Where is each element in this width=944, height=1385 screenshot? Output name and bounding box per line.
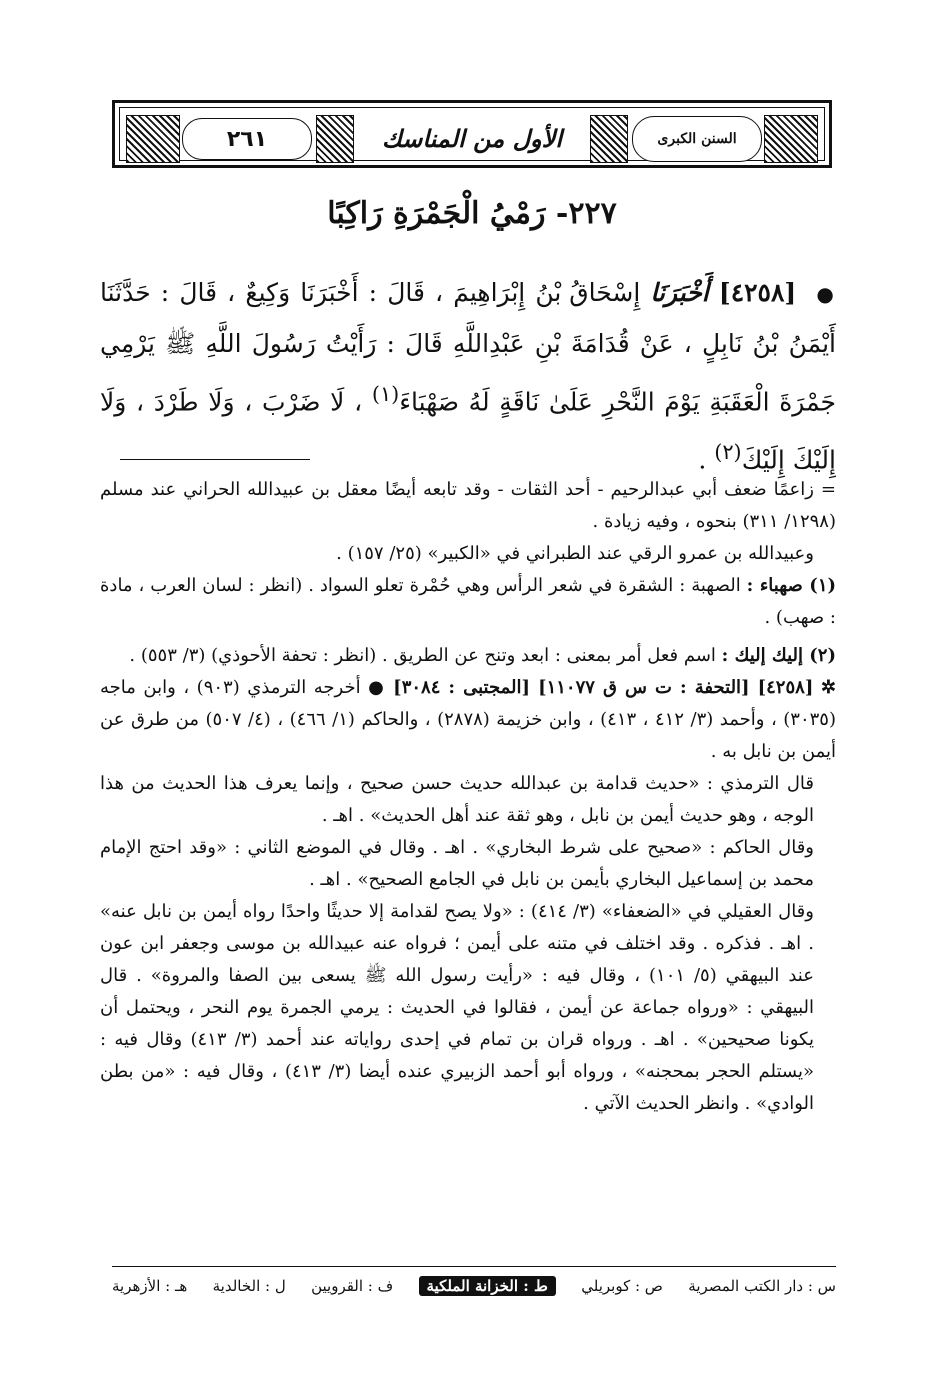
ornament-icon [316,115,354,163]
takhrij-bullet: ● [368,677,386,698]
takhrij-mark: ✲ [820,677,836,698]
ornament-icon [126,115,180,163]
hadith-number: [٤٢٥٨] [718,278,797,307]
footnote-1 [100,570,836,634]
takhrij-text: أخرجه الترمذي (٩٠٣) ، وابن ماجه (٣٠٣٥) ، وأحمد (٣/ ٤١٢ ، ٤١٣) ، وابن خزيمة (٢٨٧٨) ، والحاكم (١/ ٤٦٦) ، (٤/ ٥٠٧) من طرق عن أيمن بن نابل به . [100,677,836,762]
ornament-icon [590,115,628,163]
hadith-text [100,268,836,486]
footnotes [100,474,836,1120]
footnote-1-label: (١) صهباء : [746,575,837,596]
book-seal: السنن الكبرى [632,116,762,162]
siglum: ل : الخالدية [212,1277,286,1295]
footnote-1-text: الصهبة : الشقرة في شعر الرأس وهي حُمْرة تعلو السواد . (انظر : لسان العرب ، مادة : صهب) . [100,575,836,628]
note-cont-text-2: وعبيدالله بن عمرو الرقي عند الطبراني في «الكبير» (٢٥/ ١٥٧) . [336,543,814,564]
hakim-note: وقال الحاكم : «صحيح على شرط البخاري» . اهـ . وقال في الموضع الثاني : «وقد احتج الإمام محمد بن إسماعيل البخاري بأيمن بن نابل في الجامع الصحيح» . اهـ . [100,837,814,890]
notes-divider [120,459,310,460]
siglum: س : دار الكتب المصرية [688,1277,836,1295]
hadith-lead: أَخْبَرَنَا [650,278,709,307]
bullet-icon: ● [816,282,836,306]
footer-divider [112,1266,836,1267]
siglum: ص : كوبريلي [581,1277,663,1295]
siglum: هـ : الأزهرية [112,1277,188,1295]
footnote-ref-1[interactable]: (١) [371,382,400,406]
note-cont-text-1: زاعمًا ضعف أبي عبدالرحيم - أحد الثقات - وقد تابعه أيضًا معقل بن عبيدالله الحراني عند مسلم (١٢٩٨/ ٣١١) بنحوه ، وفيه زيادة . [100,479,836,532]
siglum: ف : القرويين [311,1277,394,1295]
footnote-2-text: اسم فعل أمر بمعنى : ابعد وتنح عن الطريق . (انظر : تحفة الأحوذي) (٣/ ٥٥٣) . [129,645,716,666]
manuscript-sigla [112,1272,836,1300]
page-header [112,100,832,168]
running-title: الأول من المناسك [382,123,562,153]
takhrij [100,672,836,768]
ornament-icon [764,115,818,163]
hadith-end: . [698,445,707,475]
siglum-highlighted: ط : الخزانة الملكية [419,1276,556,1296]
page-number: ٢٦١ [182,118,312,160]
hadith-body: إِسْحَاقُ بْنُ إِبْرَاهِيمَ ، قَالَ : أَخْبَرَنَا وَكِيعٌ ، قَالَ : حَدَّثَنَا أَيْمَنُ بْنُ نَابِلٍ ، عَنْ قُدَامَةَ بْنِ عَبْدِاللَّهِ قَالَ : رَأَيْتُ رَسُولَ اللَّهِ ﷺ يَرْمِي جَمْرَةَ الْعَقَبَةِ يَوْمَ النَّحْرِ عَلَىٰ نَاقَةٍ لَهُ صَهْبَاءَ [100,278,836,417]
tirmidhi-note: قال الترمذي : «حديث قدامة بن عبدالله حديث حسن صحيح ، وإنما يعرف هذا الحديث من هذا الوجه ، وهو حديث أيمن بن نابل ، وهو ثقة عند أهل الحديث» . اهـ . [100,773,814,826]
footnote-ref-2[interactable]: (٢) [714,440,742,465]
footnote-2 [100,640,836,672]
footnote-2-label: (٢) إليك إليك : [721,645,836,666]
note-continuation [100,474,836,538]
chapter-title: ٢٢٧- رَمْيُ الْجَمْرَةِ رَاكِبًا [327,196,617,231]
uqayli-note: وقال العقيلي في «الضعفاء» (٣/ ٤١٤) : «ولا يصح لقدامة إلا حديثًا واحدًا رواه أيمن بن نابل عنه» . اهـ . فذكره . وقد اختلف في متنه على أيمن ؛ فرواه عنه عبيدالله بن موسى وجعفر ابن عون عند البيهقي (٥/ ١٠١) ، وقال فيه : «رأيت رسول الله ﷺ يسعى بين الصفا والمروة» . قال البيهقي : «ورواه جماعة عن أيمن ، فقالوا في الحديث : يرمي الجمرة يوم النحر ، ويحتمل أن يكونا صحيحين» . اهـ . ورواه قران بن تمام في إحدى رواياته عند أحمد (٣/ ٤١٣) وقال فيه : «يستلم الحجر بمحجنه» ، ورواه أبو أحمد الزبيري عنده أيضا (٣/ ٤١٣) ، وقال فيه : «من بطن الوادي» . وانظر الحديث الآتي . [100,901,814,1114]
takhrij-head: [٤٢٥٨] [التحفة : ت س ق ١١٠٧٧] [المجتبى : ٣٠٨٤] [393,677,814,698]
header-frame [119,107,825,161]
hadith-body-end: ، لَا ضَرْبَ ، وَلَا طَرْدَ ، وَلَا إِلَيْكَ إِلَيْكَ [100,387,836,475]
continuation-mark: = [820,479,836,500]
